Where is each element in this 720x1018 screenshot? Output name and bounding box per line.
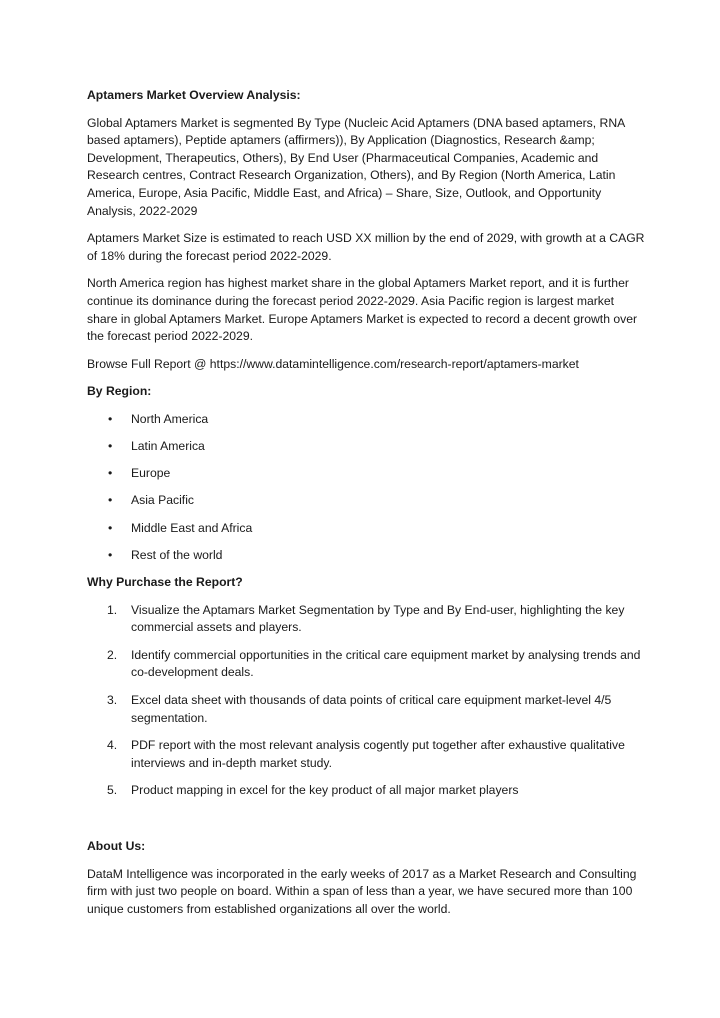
- region-label: Europe: [131, 466, 171, 481]
- region-label: North America: [131, 411, 209, 426]
- list-item: [87, 782, 647, 800]
- list-item: [87, 547, 647, 565]
- list-number: 5.: [107, 783, 118, 798]
- about-heading: About Us:: [87, 838, 146, 853]
- bullet-icon: •: [108, 411, 113, 426]
- section-spacer: [87, 810, 647, 838]
- list-item: [87, 737, 647, 772]
- reasons-list: [87, 602, 647, 800]
- list-item: [87, 520, 647, 538]
- bullet-icon: •: [108, 466, 113, 481]
- bullet-icon: •: [108, 439, 113, 454]
- reason-text: Identify commercial opportunities in the critical care equipment market by analysing trends and co-development deals.: [131, 647, 641, 680]
- bullet-icon: •: [108, 520, 113, 535]
- list-item: [87, 647, 647, 682]
- overview-paragraph-regional-share: North America region has highest market share in the global Aptamers Market report, and it is further continue its dominance during the forecast period 2022-2029. Asia Pacific region is largest market share in global Aptamers Market. Europe Aptamers Market is expected to record a decent growth over the forecast period 2022-2029.: [87, 276, 638, 344]
- region-label: Asia Pacific: [131, 493, 194, 508]
- by-region-heading: By Region:: [87, 384, 152, 399]
- bullet-icon: •: [108, 547, 113, 562]
- overview-paragraph-market-size: Aptamers Market Size is estimated to reach USD XX million by the end of 2029, with growth at a CAGR of 18% during the forecast period 2022-2029.: [87, 231, 645, 263]
- document-page: [87, 87, 647, 928]
- region-label: Rest of the world: [131, 547, 223, 562]
- region-list: [87, 411, 647, 565]
- overview-paragraph-segmentation: Global Aptamers Market is segmented By Type (Nucleic Acid Aptamers (DNA based aptamers, RNA based aptamers), Peptide aptamers (affirmers)), By Application (Diagnostics, Research &amp; Development, Therapeutics, Others), By End User (Pharmaceutical Companies, Academic and Research centres, Contract Research Organization, Others), and By Region (North America, Latin America, Europe, Asia Pacific, Middle East, and Africa) – Share, Size, Outlook, and Opportunity Analysis, 2022-2029: [87, 115, 625, 218]
- list-number: 1.: [107, 602, 118, 617]
- list-number: 2.: [107, 647, 118, 662]
- bullet-icon: •: [108, 493, 113, 508]
- reason-text: Product mapping in excel for the key product of all major market players: [131, 783, 519, 798]
- list-item: [87, 492, 647, 510]
- list-item: [87, 438, 647, 456]
- list-item: [87, 692, 647, 727]
- browse-report-link[interactable]: Browse Full Report @ https://www.datamintelligence.com/research-report/aptamers-market: [87, 356, 579, 371]
- list-number: 4.: [107, 738, 118, 753]
- overview-heading: Aptamers Market Overview Analysis:: [87, 88, 301, 102]
- list-item: [87, 602, 647, 637]
- reason-text: Excel data sheet with thousands of data points of critical care equipment market-level 4/5 segmentation.: [131, 693, 612, 725]
- list-item: [87, 465, 647, 483]
- why-purchase-heading: Why Purchase the Report?: [87, 575, 243, 590]
- reason-text: Visualize the Aptamars Market Segmentation by Type and By End-user, highlighting the key commercial assets and players.: [131, 602, 625, 635]
- list-item: [87, 411, 647, 429]
- region-label: Middle East and Africa: [131, 520, 253, 535]
- about-paragraph: DataM Intelligence was incorporated in the early weeks of 2017 as a Market Research and Consulting firm with just two people on board. Within a span of less than a year, we have secured more than 100 unique customers from established organizations all over the world.: [87, 866, 637, 916]
- region-label: Latin America: [131, 439, 205, 454]
- list-number: 3.: [107, 693, 118, 707]
- reason-text: PDF report with the most relevant analysis cogently put together after exhaustive qualitative interviews and in-depth market study.: [131, 738, 625, 770]
